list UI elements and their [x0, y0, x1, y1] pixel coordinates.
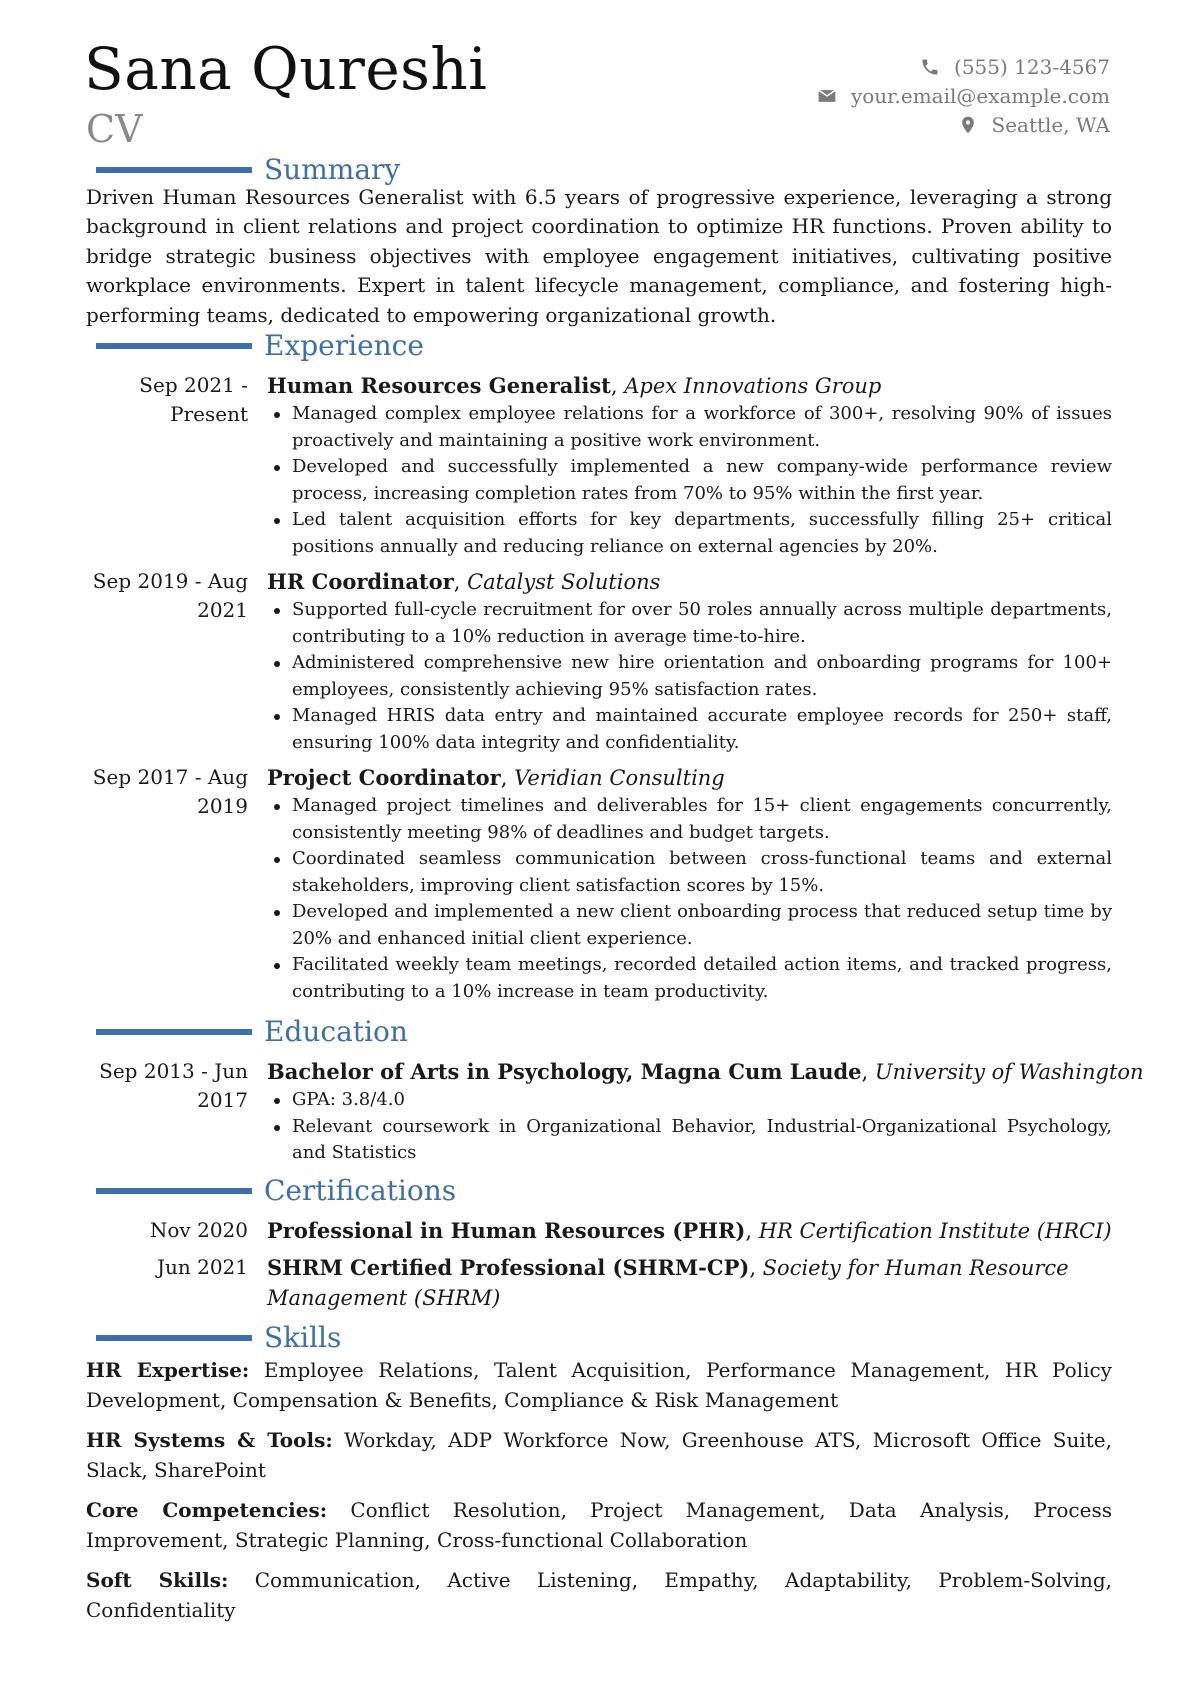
section-title: Summary	[264, 153, 401, 186]
job-role: Project Coordinator	[267, 765, 501, 790]
job-organization: Veridian Consulting	[514, 766, 725, 790]
contact-phone	[817, 52, 1110, 81]
skill-value: Conflict Resolution, Project Management, Data Analysis, Process Improvement, Strategic Planning, Cross-functional Collaboration	[86, 1498, 1112, 1552]
section-heading-skills	[96, 1321, 342, 1354]
contact-block	[817, 52, 1110, 139]
document-subtitle: CV	[86, 107, 143, 151]
degree-name: Bachelor of Arts in Psychology, Magna Cum Laude	[267, 1059, 862, 1084]
bullet-item: Managed complex employee relations for a workforce of 300+, resolving 90% of issues proactively and maintaining a positive work environment.	[267, 401, 1112, 454]
bullet-item: GPA: 3.8/4.0	[267, 1087, 1112, 1114]
entry-body	[267, 1216, 1112, 1246]
bullet-item: Relevant coursework in Organizational Behavior, Industrial-Organizational Psychology, and Statistics	[267, 1114, 1112, 1167]
section-accent-bar	[96, 1335, 252, 1341]
section-title: Certifications	[264, 1174, 457, 1207]
contact-location	[817, 110, 1110, 139]
entry-body	[267, 567, 1112, 756]
bullet-list	[267, 401, 1112, 560]
bullet-item: Led talent acquisition efforts for key departments, successfully filling 25+ critical positions annually and reducing reliance on external agencies by 20%.	[267, 507, 1112, 560]
envelope-icon	[817, 86, 837, 106]
entry-body	[267, 1057, 1144, 1167]
job-role: Human Resources Generalist	[267, 373, 611, 398]
bullet-item: Supported full-cycle recruitment for over 50 roles annually across multiple departments, contributing to a 10% reduction in average time-to-hire.	[267, 597, 1112, 650]
entry-date: Jun 2021	[156, 1255, 248, 1279]
contact-email	[817, 81, 1110, 110]
entry-body	[267, 1253, 1112, 1313]
phone-icon	[920, 57, 940, 77]
skill-label: HR Systems & Tools:	[86, 1428, 333, 1452]
bullet-item: Developed and implemented a new client onboarding process that reduced setup time by 20% and enhanced initial client experience.	[267, 899, 1112, 952]
bullet-item: Developed and successfully implemented a new company-wide performance review process, increasing completion rates from 70% to 95% within the first year.	[267, 454, 1112, 507]
map-marker-icon	[958, 115, 978, 135]
bullet-list	[267, 1087, 1112, 1167]
entry-title: Project Coordinator, Veridian Consulting	[267, 765, 725, 790]
section-title: Skills	[264, 1321, 342, 1354]
summary-text: Driven Human Resources Generalist with 6.5 years of progressive experience, leveraging a strong background in client relations and project coordination to optimize HR functions. Proven ability to bridge strategic business objectives with employee engagement initiatives, cultivating positive workplace environments. Expert in talent lifecycle management, compliance, and fostering high-performing teams, dedicated to empowering organizational growth.	[86, 185, 1112, 327]
bullet-item: Facilitated weekly team meetings, recorded detailed action items, and tracked progress, contributing to a 10% increase in team productivity.	[267, 952, 1112, 1005]
skills-list	[86, 1356, 1112, 1636]
skill-value: Workday, ADP Workforce Now, Greenhouse ATS, Microsoft Office Suite, Slack, SharePoint	[86, 1428, 1112, 1482]
skill-row	[86, 1496, 1112, 1555]
school-name: University of Washington	[874, 1060, 1144, 1084]
entry-date: Sep 2013 - Jun 2017	[99, 1059, 248, 1112]
email-address[interactable]: your.email@example.com	[850, 83, 1110, 108]
section-heading-summary	[96, 153, 401, 186]
bullet-list	[267, 597, 1112, 756]
section-title: Experience	[264, 329, 424, 362]
entry-date: Sep 2019 - Aug 2021	[92, 569, 248, 622]
entry-body	[267, 763, 1112, 1005]
entry-title: Bachelor of Arts in Psychology, Magna Cum Laude, University of Washington	[267, 1059, 1144, 1084]
certification-title: SHRM Certified Professional (SHRM-CP), Society for Human Resource Management (SHRM)	[267, 1255, 1069, 1310]
skill-row	[86, 1566, 1112, 1625]
skill-label: Core Competencies:	[86, 1498, 328, 1522]
entry-date: Sep 2017 - Aug 2019	[92, 765, 248, 818]
section-heading-certifications	[96, 1174, 457, 1207]
section-heading-education	[96, 1015, 408, 1048]
job-organization: Apex Innovations Group	[624, 374, 882, 398]
candidate-name: Sana Qureshi	[84, 35, 488, 103]
entry-title: HR Coordinator, Catalyst Solutions	[267, 569, 661, 594]
bullet-item: Managed HRIS data entry and maintained accurate employee records for 250+ staff, ensuring 100% data integrity and confidentiality.	[267, 703, 1112, 756]
skill-label: HR Expertise:	[86, 1358, 250, 1382]
entry-body	[267, 371, 1112, 560]
skill-row	[86, 1426, 1112, 1485]
section-accent-bar	[96, 1029, 252, 1035]
location-text: Seattle, WA	[991, 112, 1110, 137]
certification-title: Professional in Human Resources (PHR), HR Certification Institute (HRCI)	[267, 1218, 1112, 1243]
phone-number[interactable]: (555) 123-4567	[954, 54, 1110, 79]
certification-issuer: Society for Human Resource Management (SHRM)	[267, 1256, 1069, 1310]
bullet-item: Managed project timelines and deliverables for 15+ client engagements concurrently, consistently meeting 98% of deadlines and budget targets.	[267, 793, 1112, 846]
section-accent-bar	[96, 1188, 252, 1194]
entry-date: Nov 2020	[149, 1218, 248, 1242]
section-title: Education	[264, 1015, 408, 1048]
entry-date: Sep 2021 - Present	[139, 373, 248, 426]
section-heading-experience	[96, 329, 424, 362]
certification-name: SHRM Certified Professional (SHRM-CP)	[267, 1255, 750, 1280]
skill-value: Communication, Active Listening, Empathy, Adaptability, Problem-Solving, Confidentiality	[86, 1568, 1113, 1622]
certification-issuer: HR Certification Institute (HRCI)	[758, 1219, 1112, 1243]
bullet-item: Coordinated seamless communication between cross-functional teams and external stakeholders, improving client satisfaction scores by 15%.	[267, 846, 1112, 899]
skill-value: Employee Relations, Talent Acquisition, Performance Management, HR Policy Development, Compensation & Benefits, Compliance & Risk Management	[86, 1358, 1112, 1412]
skill-label: Soft Skills:	[86, 1568, 229, 1592]
skill-row	[86, 1356, 1112, 1415]
bullet-item: Administered comprehensive new hire orientation and onboarding programs for 100+ employees, consistently achieving 95% satisfaction rates.	[267, 650, 1112, 703]
certification-name: Professional in Human Resources (PHR)	[267, 1218, 746, 1243]
entry-title: Human Resources Generalist, Apex Innovations Group	[267, 373, 882, 398]
section-accent-bar	[96, 167, 252, 173]
bullet-list	[267, 793, 1112, 1005]
section-accent-bar	[96, 343, 252, 349]
job-organization: Catalyst Solutions	[467, 570, 661, 594]
job-role: HR Coordinator	[267, 569, 454, 594]
